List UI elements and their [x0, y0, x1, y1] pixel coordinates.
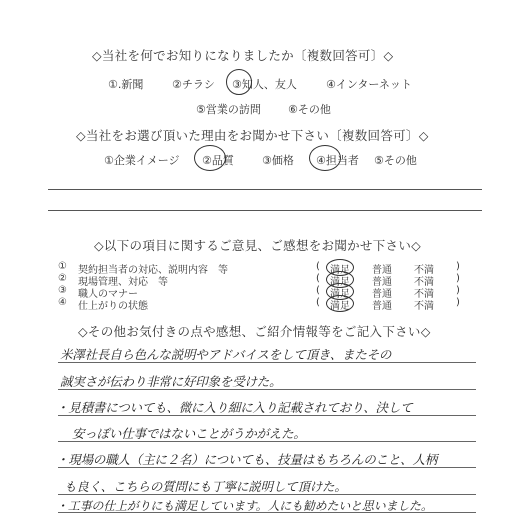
paren-open: (	[316, 297, 320, 308]
q2-option-corporate-image[interactable]: ①企業イメージ	[104, 154, 180, 167]
answer-circle-mark	[194, 145, 226, 171]
handwritten-comment-line: も良く、こちらの質問にも丁寧に説明して頂けた。	[64, 479, 347, 494]
paren-open: (	[316, 285, 320, 296]
choice-neutral[interactable]: 普通	[372, 301, 392, 312]
paren-close: )	[456, 285, 460, 296]
paren-close: )	[456, 261, 460, 272]
divider	[48, 189, 482, 190]
q3-heading: ◇以下の項目に関するご意見、ご感想をお聞かせ下さい◇	[94, 238, 422, 253]
q1-option-acquaintance[interactable]: ③知人、友人	[232, 78, 297, 91]
evaluation-label: 職人のマナー	[78, 289, 138, 300]
q4-heading: ◇その他お気付きの点や感想、ご紹介情報等をご記入下さい◇	[78, 324, 431, 339]
choice-satisfied[interactable]: 満足	[330, 265, 350, 276]
choice-dissatisfied[interactable]: 不満	[414, 289, 434, 300]
handwritten-comment-line: ・工事の仕上がりにも満足しています。人にも勧めたいと思いました。	[56, 499, 433, 513]
answer-circle-mark	[309, 145, 341, 171]
answer-circle-mark	[326, 295, 354, 312]
paren-close: )	[456, 273, 460, 284]
q2-heading: ◇当社をお選び頂いた理由をお聞かせ下さい〔複数回答可〕◇	[76, 128, 429, 143]
evaluation-label: 契約担当者の対応、説明内容 等	[78, 265, 228, 276]
handwritten-comment-line: ・見積書についても、微に入り細に入り記載されており、決して	[56, 400, 413, 415]
handwritten-comment-line: 安っぽい仕事ではないことがうかがえた。	[72, 426, 306, 441]
choice-dissatisfied[interactable]: 不満	[414, 277, 434, 288]
choice-neutral[interactable]: 普通	[372, 265, 392, 276]
evaluation-number: ③	[58, 285, 67, 296]
choice-satisfied[interactable]: 満足	[330, 301, 350, 312]
paren-open: (	[316, 261, 320, 272]
handwritten-comment-line: 米澤社長自ら色んな説明やアドバイスをして頂き、またその	[60, 347, 392, 362]
evaluation-number: ①	[58, 261, 67, 272]
evaluation-number: ②	[58, 273, 67, 284]
choice-neutral[interactable]: 普通	[372, 289, 392, 300]
paren-close: )	[456, 297, 460, 308]
choice-neutral[interactable]: 普通	[372, 277, 392, 288]
q1-option-newspaper[interactable]: ①.新聞	[108, 78, 144, 91]
evaluation-row	[58, 297, 468, 310]
q1-option-other[interactable]: ⑥その他	[288, 103, 331, 116]
q2-option-staff[interactable]: ④担当者	[316, 154, 359, 167]
evaluation-number: ④	[58, 297, 67, 308]
q1-option-internet[interactable]: ④インターネット	[326, 78, 412, 91]
q2-option-quality[interactable]: ②品質	[202, 154, 234, 167]
handwritten-comment-line: 誠実さが伝わり非常に好印象を受けた。	[60, 374, 282, 389]
choice-satisfied[interactable]: 満足	[330, 277, 350, 288]
q2-option-price[interactable]: ③価格	[262, 154, 294, 167]
paren-open: (	[316, 273, 320, 284]
choice-satisfied[interactable]: 満足	[330, 289, 350, 300]
q2-option-other[interactable]: ⑤その他	[374, 154, 417, 167]
handwritten-comment-line: ・現場の職人（主に２名）についても、技量はもちろんのこと、人柄	[56, 452, 438, 467]
q1-heading: ◇当社を何でお知りになりましたか〔複数回答可〕◇	[92, 48, 394, 63]
choice-dissatisfied[interactable]: 不満	[414, 301, 434, 312]
evaluation-label: 仕上がりの状態	[78, 301, 148, 312]
q1-option-flyer[interactable]: ②チラシ	[172, 78, 215, 91]
q1-option-sales-visit[interactable]: ⑤営業の訪問	[196, 103, 261, 116]
choice-dissatisfied[interactable]: 不満	[414, 265, 434, 276]
evaluation-label: 現場管理、対応 等	[78, 277, 168, 288]
divider	[48, 210, 482, 211]
answer-circle-mark	[226, 69, 252, 95]
